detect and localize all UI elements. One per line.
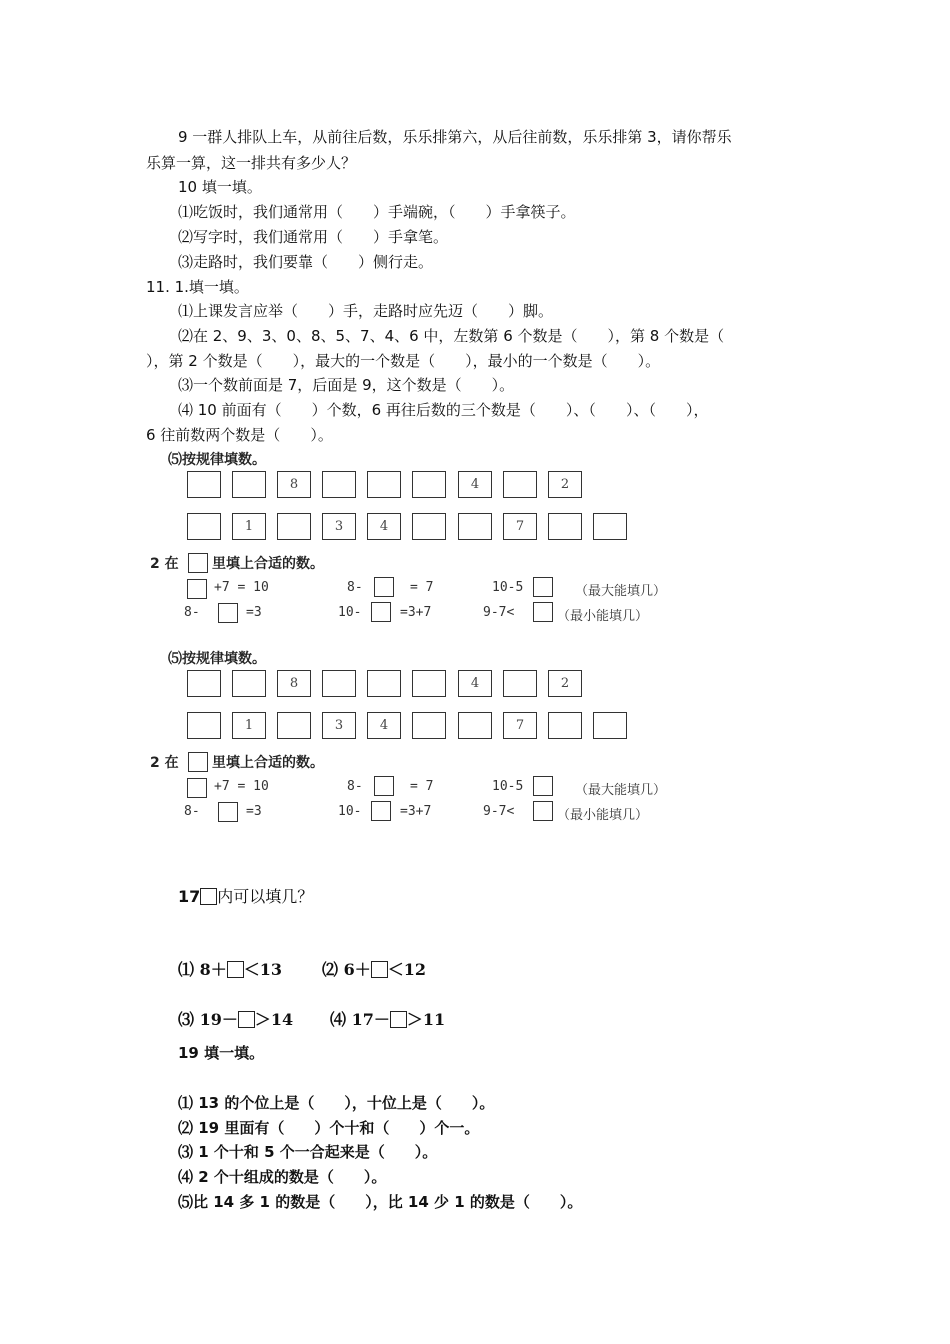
pattern-cell: 3: [322, 712, 356, 739]
q10-item-1: ⑴吃饭时，我们通常用（ ）手端碗，（ ）手拿筷子。: [178, 203, 576, 221]
equation: 9-7<: [483, 804, 515, 819]
pattern-cell[interactable]: [412, 471, 446, 498]
q11-item-2-line1: ⑵在 2、9、3、0、8、5、7、4、6 中，左数第 6 个数是（ ），第 8 个数是（: [178, 327, 725, 345]
pattern-cell: 4: [458, 670, 492, 697]
answer-box[interactable]: [188, 553, 208, 573]
q10-item-2: ⑵写字时，我们通常用（ ）手拿笔。: [178, 228, 449, 246]
pattern-cell[interactable]: [277, 513, 311, 540]
q9-line1: 9 一群人排队上车，从前往后数，乐乐排第六，从后往前数，乐乐排第 3，请你帮乐: [178, 128, 732, 146]
hint-min: （最小能填几）: [557, 609, 649, 624]
pattern-cell[interactable]: [412, 712, 446, 739]
pattern-cell[interactable]: [232, 471, 266, 498]
equation: =3+7: [400, 804, 432, 819]
equation: 8-: [347, 580, 363, 595]
fill-title-prefix: 2 在: [150, 755, 179, 771]
equation: +7 = 10: [214, 779, 269, 794]
q17-item-4: [330, 1009, 445, 1031]
q17-item-1-prefix: ⑴ 8＋: [178, 960, 227, 979]
pattern-cell: 7: [503, 712, 537, 739]
q11-item-3: ⑶一个数前面是 7，后面是 9，这个数是（ ）。: [178, 376, 515, 394]
pattern-cell: 2: [548, 670, 582, 697]
pattern-cell[interactable]: [412, 513, 446, 540]
equation: 8-: [184, 804, 200, 819]
equation: 8-: [347, 779, 363, 794]
q19-item-2: ⑵ 19 里面有（ ）个十和（ ）个一。: [178, 1119, 480, 1137]
q17-item-1: [178, 959, 282, 981]
q19-title: 19 填一填。: [178, 1044, 265, 1062]
q17-item-4-prefix: ⑷ 17－: [330, 1010, 390, 1029]
q11-item-4-line2: 6 往前数两个数是（ ）。: [146, 426, 333, 444]
pattern-cell[interactable]: [593, 712, 627, 739]
equation: 10-5: [492, 580, 524, 595]
answer-box[interactable]: [188, 752, 208, 772]
pattern-cell[interactable]: [187, 513, 221, 540]
hint-max: （最大能填几）: [575, 584, 667, 599]
pattern-cell: 7: [503, 513, 537, 540]
q17-item-3-prefix: ⑶ 19－: [178, 1010, 238, 1029]
pattern-cell: 4: [367, 712, 401, 739]
fill-title-suffix: 里填上合适的数。: [212, 556, 324, 572]
q19-item-1: ⑴ 13 的个位上是（ ），十位上是（ ）。: [178, 1094, 495, 1112]
pattern-cell: 1: [232, 712, 266, 739]
pattern-cell[interactable]: [187, 471, 221, 498]
q10-title: 10 填一填。: [178, 178, 262, 196]
answer-box[interactable]: [218, 603, 238, 623]
q11-item-2-line2: ），第 2 个数是（ ），最大的一个数是（ ），最小的一个数是（ ）。: [146, 352, 661, 370]
pattern-title: ⑸按规律填数。: [168, 452, 266, 468]
pattern-cell[interactable]: [367, 670, 401, 697]
pattern-cell[interactable]: [548, 513, 582, 540]
pattern-cell[interactable]: [187, 712, 221, 739]
pattern-cell: 2: [548, 471, 582, 498]
q19-item-5: ⑸比 14 多 1 的数是（ ），比 14 少 1 的数是（ ）。: [178, 1193, 583, 1211]
answer-box[interactable]: [533, 776, 553, 796]
q19-item-4: ⑷ 2 个十组成的数是（ ）。: [178, 1168, 387, 1186]
answer-box[interactable]: [200, 888, 217, 905]
equation: 10-: [338, 804, 362, 819]
pattern-cell[interactable]: [322, 670, 356, 697]
answer-box[interactable]: [390, 1011, 407, 1028]
answer-box[interactable]: [533, 577, 553, 597]
pattern-cell: 8: [277, 471, 311, 498]
pattern-cell[interactable]: [322, 471, 356, 498]
pattern-cell: 3: [322, 513, 356, 540]
equation: = 7: [410, 580, 434, 595]
equation: = 7: [410, 779, 434, 794]
answer-box[interactable]: [218, 802, 238, 822]
pattern-cell[interactable]: [367, 471, 401, 498]
pattern-cell[interactable]: [458, 513, 492, 540]
pattern-cell[interactable]: [593, 513, 627, 540]
answer-box[interactable]: [187, 778, 207, 798]
equation: 9-7<: [483, 605, 515, 620]
equation: +7 = 10: [214, 580, 269, 595]
answer-box[interactable]: [374, 776, 394, 796]
pattern-cell[interactable]: [187, 670, 221, 697]
answer-box[interactable]: [371, 602, 391, 622]
q11-item-4-line1: ⑷ 10 前面有（ ）个数，6 再往后数的三个数是（ ）、（ ）、（ ），: [178, 401, 709, 419]
pattern-cell[interactable]: [458, 712, 492, 739]
pattern-cell[interactable]: [503, 471, 537, 498]
answer-box[interactable]: [238, 1011, 255, 1028]
pattern-title: ⑸按规律填数。: [168, 651, 266, 667]
pattern-cell: 4: [458, 471, 492, 498]
fill-title-prefix: 2 在: [150, 556, 179, 572]
equation: =3+7: [400, 605, 432, 620]
pattern-cell[interactable]: [277, 712, 311, 739]
equation: 10-5: [492, 779, 524, 794]
q17-item-2: [322, 959, 426, 981]
pattern-cell[interactable]: [548, 712, 582, 739]
answer-box[interactable]: [533, 602, 553, 622]
pattern-cell[interactable]: [232, 670, 266, 697]
q17-item-2-suffix: ＜12: [387, 960, 426, 979]
answer-box[interactable]: [371, 801, 391, 821]
pattern-cell: 4: [367, 513, 401, 540]
q17-title-text: 内可以填几？: [217, 887, 314, 906]
q17-item-3: [178, 1009, 293, 1031]
answer-box[interactable]: [187, 579, 207, 599]
answer-box[interactable]: [533, 801, 553, 821]
q17-item-4-suffix: ＞11: [406, 1010, 446, 1029]
answer-box[interactable]: [374, 577, 394, 597]
q17-title: [178, 886, 313, 908]
pattern-cell[interactable]: [412, 670, 446, 697]
pattern-cell: 8: [277, 670, 311, 697]
equation: 10-: [338, 605, 362, 620]
q11-item-1: ⑴上课发言应举（ ）手，走路时应先迈（ ）脚。: [178, 302, 554, 320]
equation: =3: [246, 804, 262, 819]
q10-item-3: ⑶走路时，我们要靠（ ）侧行走。: [178, 253, 434, 271]
answer-box[interactable]: [371, 961, 388, 978]
q17-number: 17: [178, 887, 201, 906]
q11-title: 11. 1.填一填。: [146, 278, 249, 296]
equation: 8-: [184, 605, 200, 620]
q9-line2: 乐算一算，这一排共有多少人？: [146, 154, 357, 172]
equation: =3: [246, 605, 262, 620]
q17-item-3-suffix: ＞14: [254, 1010, 294, 1029]
pattern-cell: 1: [232, 513, 266, 540]
pattern-cell[interactable]: [503, 670, 537, 697]
q19-item-3: ⑶ 1 个十和 5 个一合起来是（ ）。: [178, 1143, 438, 1161]
q17-item-1-suffix: ＜13: [243, 960, 282, 979]
answer-box[interactable]: [227, 961, 244, 978]
hint-min: （最小能填几）: [557, 808, 649, 823]
hint-max: （最大能填几）: [575, 783, 667, 798]
q17-item-2-prefix: ⑵ 6＋: [322, 960, 371, 979]
fill-title-suffix: 里填上合适的数。: [212, 755, 324, 771]
